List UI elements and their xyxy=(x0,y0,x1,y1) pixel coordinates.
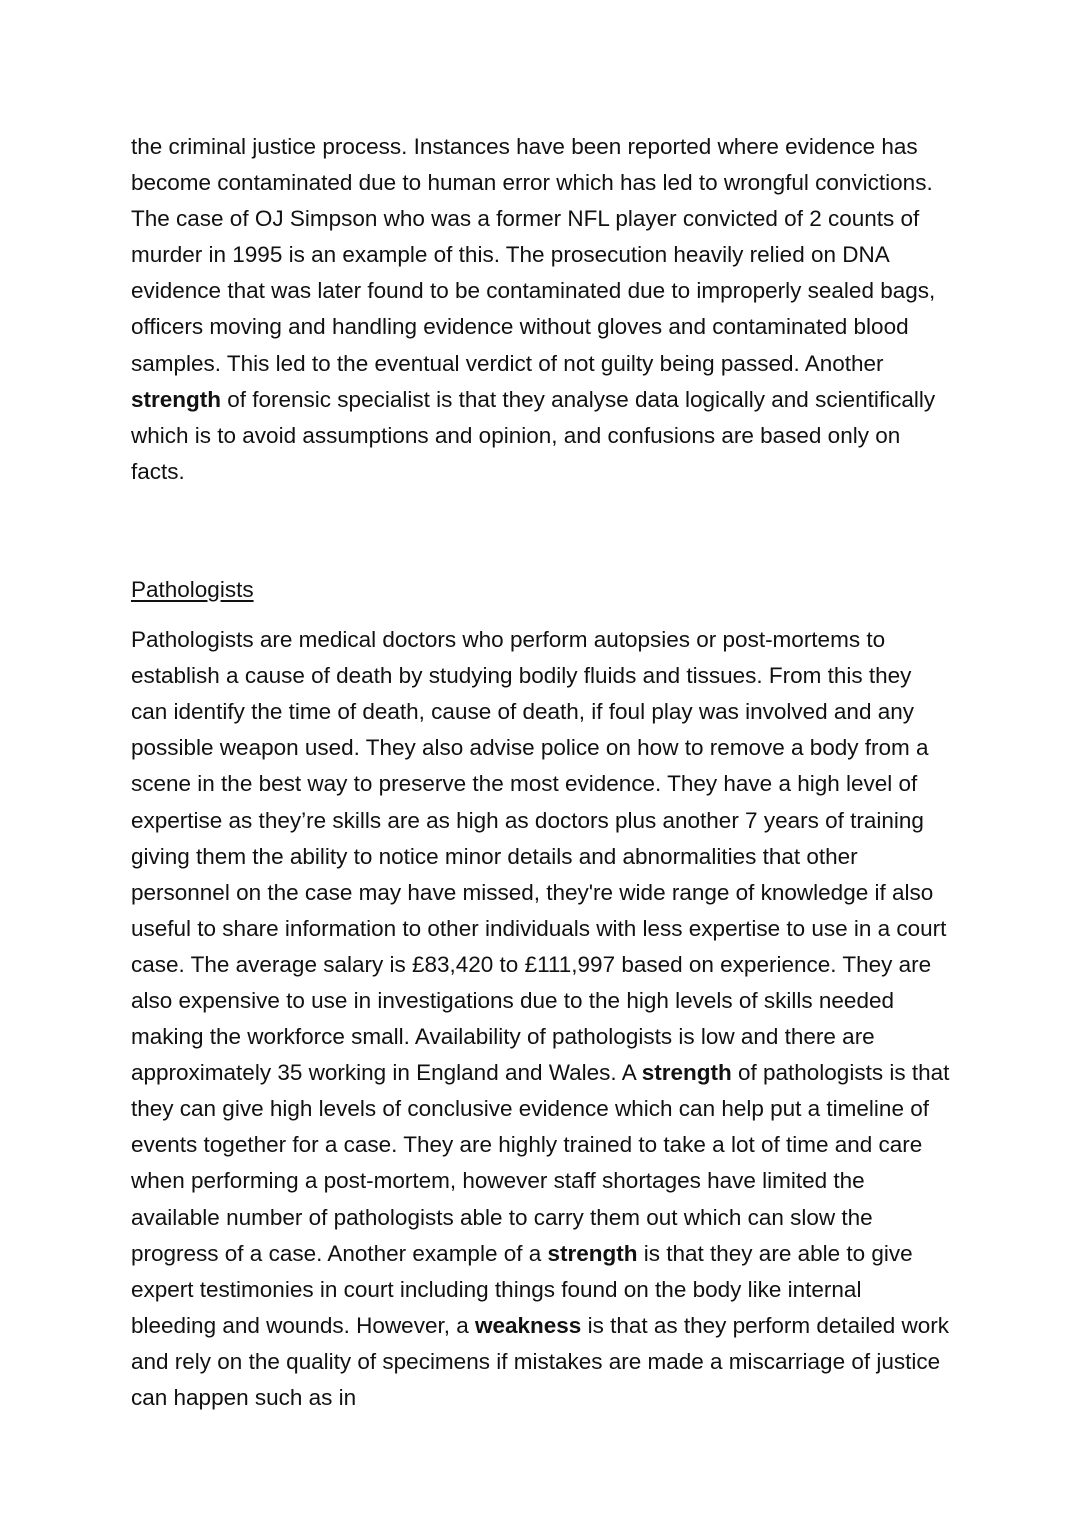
text-run: the criminal justice process. Instances have been reported where evidence has become contaminated due to human error which has led to wrongful convictions. The case of OJ Simpson who was a former NFL player convicted of 2 counts of murder in 1995 is an example of this. The prosecution heavily relied on DNA evidence that was later found to be contaminated due to improperly sealed bags, officers moving and handling evidence without gloves and contaminated blood samples. This led to the eventual verdict of not guilty being passed. Another xyxy=(131,134,936,376)
section-heading-pathologists: Pathologists xyxy=(131,576,254,602)
text-run: of pathologists is that they can give high levels of conclusive evidence which can help put a timeline of events together for a case. They are highly trained to take a lot of time and care when performing a post-mortem, however staff shortages have limited the available number of pathologists able to carry them out which can slow the progress of a case. Another example of a xyxy=(131,1060,950,1266)
text-run: of forensic specialist is that they analyse data logically and scientifically which is to avoid assumptions and opinion, and confusions are based only on facts. xyxy=(131,386,936,484)
bold-term-strength: strength xyxy=(547,1240,638,1266)
document-body xyxy=(131,129,951,1416)
bold-term-strength: strength xyxy=(131,386,221,412)
text-run: is that they are able to give expert testimonies in court including things found on the body like internal bleeding and wounds. However, a xyxy=(131,1240,913,1338)
text-run: Pathologists are medical doctors who perform autopsies or post-mortems to establish a cause of death by studying bodily fluids and tissues. From this they can identify the time of death, cause of death, if foul play was involved and any possible weapon used. They also advise police on how to remove a body from a scene in the best way to preserve the most evidence. They have a high level of expertise as they’re skills are as high as doctors plus another 7 years of training giving them the ability to notice minor details and abnormalities that other personnel on the case may have missed, they're wide range of knowledge if also useful to share information to other individuals with less expertise to use in a court case. The average salary is £83,420 to £111,997 based on experience. They are also expensive to use in investigations due to the high levels of skills needed making the workforce small. Availability of pathologists is low and there are approximately 35 working in England and Wales. A xyxy=(131,627,947,1086)
paragraph-pathologists xyxy=(131,622,951,1416)
bold-term-weakness: weakness xyxy=(474,1312,582,1338)
text-run: is that as they perform detailed work and rely on the quality of specimens if mistakes are made a miscarriage of justice can happen such as in xyxy=(131,1312,949,1410)
paragraph-forensic-specialists xyxy=(131,129,951,490)
bold-term-strength: strength xyxy=(641,1060,732,1086)
